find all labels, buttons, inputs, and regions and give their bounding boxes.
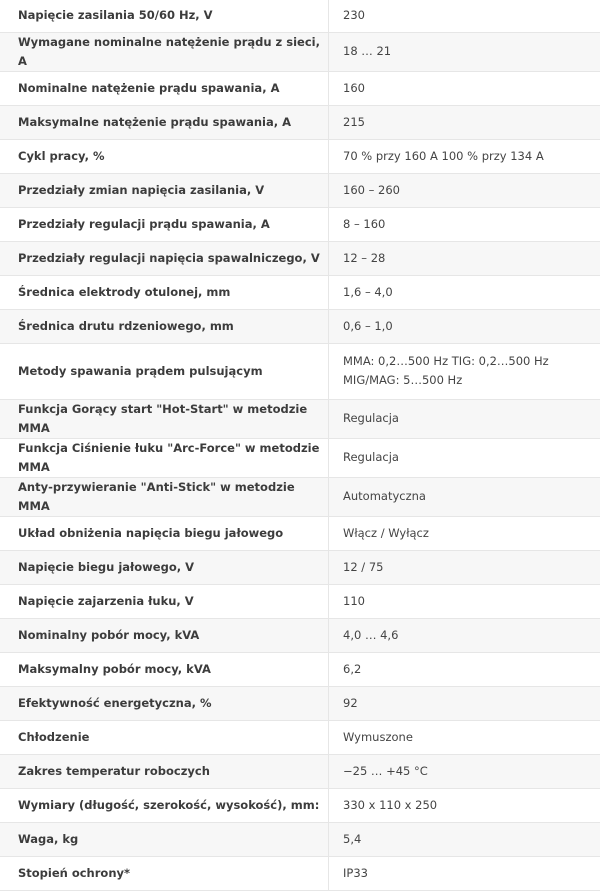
spec-label: Metody spawania prądem pulsującym (0, 343, 329, 399)
spec-value: 1,6 – 4,0 (329, 275, 600, 309)
spec-row-electrode-diameter (0, 275, 600, 309)
spec-row-nominal-power (0, 618, 600, 652)
spec-value: 18 … 21 (329, 32, 600, 71)
spec-value: Włącz / Wyłącz (329, 516, 600, 550)
spec-label: Średnica elektrody otulonej, mm (0, 275, 329, 309)
spec-value: −25 … +45 °C (329, 754, 600, 788)
spec-label: Nominalne natężenie prądu spawania, A (0, 71, 329, 105)
spec-label: Waga, kg (0, 822, 329, 856)
spec-row-vrd (0, 516, 600, 550)
spec-row-welding-voltage-range (0, 241, 600, 275)
spec-row-anti-stick (0, 477, 600, 516)
spec-row-protection-rating (0, 856, 600, 890)
spec-row-supply-voltage-range (0, 173, 600, 207)
spec-row-operating-temperature (0, 754, 600, 788)
spec-row-required-mains-current (0, 32, 600, 71)
spec-label: Zakres temperatur roboczych (0, 754, 329, 788)
spec-row-duty-cycle (0, 139, 600, 173)
spec-value: Regulacja (329, 438, 600, 477)
spec-value: 8 – 160 (329, 207, 600, 241)
spec-label: Napięcie biegu jałowego, V (0, 550, 329, 584)
spec-value: 0,6 – 1,0 (329, 309, 600, 343)
spec-label: Funkcja Ciśnienie łuku "Arc-Force" w metodzie MMA (0, 438, 329, 477)
spec-label: Układ obniżenia napięcia biegu jałowego (0, 516, 329, 550)
spec-value: 92 (329, 686, 600, 720)
spec-value: 12 – 28 (329, 241, 600, 275)
spec-row-cooling (0, 720, 600, 754)
spec-label: Przedziały regulacji napięcia spawalniczego, V (0, 241, 329, 275)
spec-value: Automatyczna (329, 477, 600, 516)
spec-row-dimensions (0, 788, 600, 822)
spec-row-open-circuit-voltage (0, 550, 600, 584)
spec-row-supply-voltage (0, 0, 600, 32)
spec-label: Przedziały zmian napięcia zasilania, V (0, 173, 329, 207)
spec-value: 160 (329, 71, 600, 105)
spec-value: 230 (329, 0, 600, 32)
spec-value: 5,4 (329, 822, 600, 856)
spec-value: 12 / 75 (329, 550, 600, 584)
spec-label: Cykl pracy, % (0, 139, 329, 173)
spec-row-arc-ignition-voltage (0, 584, 600, 618)
spec-value: 330 x 110 x 250 (329, 788, 600, 822)
spec-value: IP33 (329, 856, 600, 890)
spec-value: 160 – 260 (329, 173, 600, 207)
spec-value: 110 (329, 584, 600, 618)
spec-label: Napięcie zasilania 50/60 Hz, V (0, 0, 329, 32)
spec-label: Maksymalny pobór mocy, kVA (0, 652, 329, 686)
spec-row-nominal-welding-current (0, 71, 600, 105)
spec-row-max-welding-current (0, 105, 600, 139)
spec-row-welding-current-range (0, 207, 600, 241)
spec-row-pulse-welding-methods (0, 343, 600, 399)
spec-label: Efektywność energetyczna, % (0, 686, 329, 720)
spec-label: Anty-przywieranie "Anti-Stick" w metodzie MMA (0, 477, 329, 516)
spec-row-arc-force (0, 438, 600, 477)
spec-value: 4,0 … 4,6 (329, 618, 600, 652)
spec-label: Maksymalne natężenie prądu spawania, A (0, 105, 329, 139)
spec-row-hot-start (0, 399, 600, 438)
spec-value: 70 % przy 160 A 100 % przy 134 A (329, 139, 600, 173)
spec-label: Chłodzenie (0, 720, 329, 754)
spec-value: 215 (329, 105, 600, 139)
spec-row-max-power (0, 652, 600, 686)
spec-label: Funkcja Gorący start "Hot-Start" w metodzie MMA (0, 399, 329, 438)
spec-value: Regulacja (329, 399, 600, 438)
spec-label: Przedziały regulacji prądu spawania, A (0, 207, 329, 241)
spec-label: Średnica drutu rdzeniowego, mm (0, 309, 329, 343)
spec-value: 6,2 (329, 652, 600, 686)
spec-value: MMA: 0,2…500 Hz TIG: 0,2…500 Hz MIG/MAG: 5…500 Hz (329, 343, 600, 399)
spec-row-efficiency (0, 686, 600, 720)
spec-label: Stopień ochrony* (0, 856, 329, 890)
spec-row-weight (0, 822, 600, 856)
spec-label: Wymagane nominalne natężenie prądu z sieci, A (0, 32, 329, 71)
spec-row-wire-diameter (0, 309, 600, 343)
spec-label: Nominalny pobór mocy, kVA (0, 618, 329, 652)
spec-label: Napięcie zajarzenia łuku, V (0, 584, 329, 618)
spec-value: Wymuszone (329, 720, 600, 754)
spec-label: Wymiary (długość, szerokość, wysokość), mm: (0, 788, 329, 822)
